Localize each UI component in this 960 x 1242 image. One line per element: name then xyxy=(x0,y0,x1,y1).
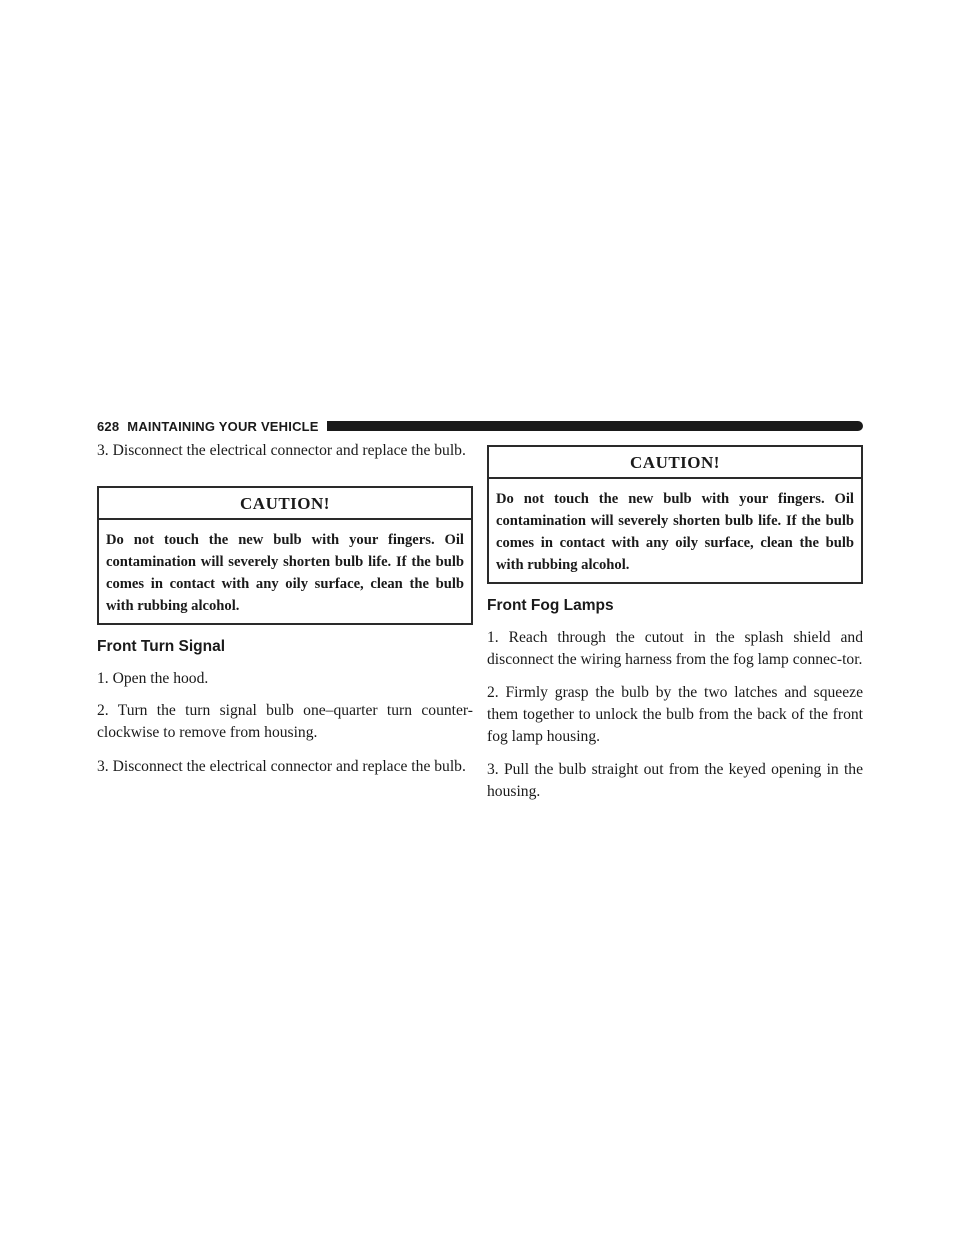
step-paragraph: 1. Open the hood. xyxy=(97,670,209,687)
step-paragraph: 3. Disconnect the electrical connector and replace the bulb. xyxy=(97,758,466,775)
page-header xyxy=(97,416,863,436)
step-paragraph: 3. Disconnect the electrical connector and replace the bulb. xyxy=(97,442,466,459)
section-title: MAINTAINING YOUR VEHICLE xyxy=(127,418,319,434)
left-column xyxy=(97,440,473,778)
caution-title: CAUTION! xyxy=(489,447,861,479)
step-paragraph: 2. Firmly grasp the bulb by the two latches and squeeze them together to unlock the bulb from the back of the front fog lamp housing. xyxy=(487,684,863,745)
section-heading: Front Turn Signal xyxy=(97,638,226,655)
header-rule xyxy=(327,421,863,431)
caution-title: CAUTION! xyxy=(99,488,471,520)
right-column xyxy=(487,445,863,803)
page-number: 628 xyxy=(97,418,120,434)
caution-box xyxy=(97,486,473,625)
caution-box xyxy=(487,445,863,584)
section-heading: Front Fog Lamps xyxy=(487,597,614,614)
caution-text: Do not touch the new bulb with your fingers. Oil contamination will severely shorten bulb life. If the bulb comes in contact with any oily surface, clean the bulb with rubbing alcohol. xyxy=(106,532,464,614)
caution-text: Do not touch the new bulb with your fingers. Oil contamination will severely shorten bulb life. If the bulb comes in contact with any oily surface, clean the bulb with rubbing alcohol. xyxy=(496,491,854,573)
step-paragraph: 2. Turn the turn signal bulb one–quarter turn counter-clockwise to remove from housing. xyxy=(97,702,473,741)
step-paragraph: 3. Pull the bulb straight out from the keyed opening in the housing. xyxy=(487,761,863,800)
step-paragraph: 1. Reach through the cutout in the splash shield and disconnect the wiring harness from the fog lamp connec-tor. xyxy=(487,629,863,668)
